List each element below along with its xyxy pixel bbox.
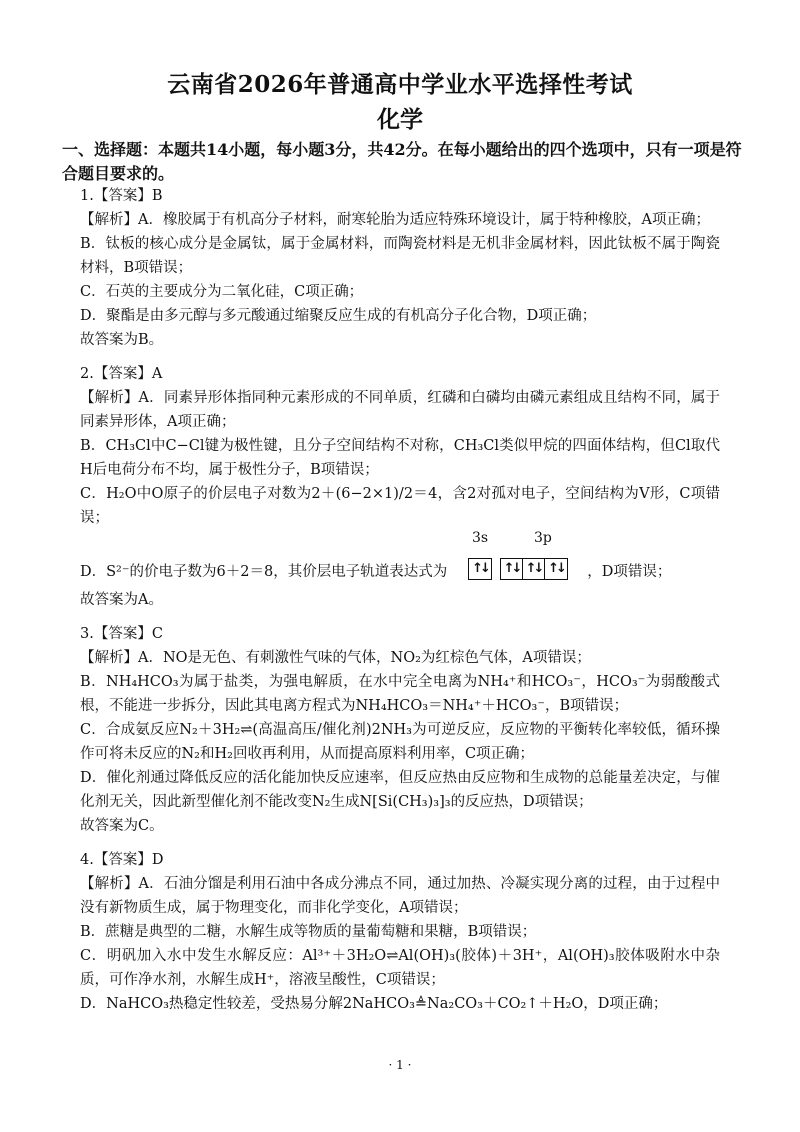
answer-line: 4.【答案】D (80, 852, 164, 868)
answer-line: 2.【答案】A (80, 366, 163, 382)
explanation-line: C．石英的主要成分为二氧化硅，C项正确； (80, 284, 364, 300)
explanation-line: B．NH₄HCO₃为属于盐类，为强电解质，在水中完全电离为NH₄⁺和HCO₃⁻，HCO₃⁻为弱酸酸式根，不能进一步拆分，因此其电离方程式为NH₄HCO₃＝NH₄⁺＋HCO₃⁻，B项错误； (80, 674, 720, 714)
orbital-cell: ↑↓ (548, 561, 564, 576)
question-2 (80, 362, 720, 612)
orbital-cell: ↑↓ (523, 559, 545, 579)
explanation-line: 【解析】A．石油分馏是利用石油中各成分沸点不同，通过加热、冷凝实现分离的过程，由于过程中没有新物质生成，属于物理变化，而非化学变化，A项错误； (80, 876, 720, 916)
explanation-line: 故答案为A。 (80, 592, 163, 608)
explanation-line: B．CH₃Cl中C−Cl键为极性键，且分子空间结构不对称，CH₃Cl类似甲烷的四面体结构，但Cl取代H后电荷分布不均，属于极性分子，B项错误； (80, 438, 720, 478)
explanation-line: C．合成氨反应N₂＋3H₂⇌(高温高压/催化剂)2NH₃为可逆反应，反应物的平衡转化率较低，循环操作可将未反应的N₂和H₂回收再利用，从而提高原料利用率，C项正确； (80, 722, 720, 762)
question-1 (80, 184, 720, 352)
explanation-line: 【解析】A．NO是无色、有刺激性气味的气体，NO₂为红棕色气体，A项错误； (80, 650, 591, 666)
orbital-suffix: ，D项错误； (587, 564, 672, 580)
explanation-line: D．NaHCO₃热稳定性较差，受热易分解2NaHCO₃≜Na₂CO₃＋CO₂↑＋H₂O，D项正确； (80, 996, 668, 1012)
explanation-line: C．H₂O中O原子的价层电子对数为2＋(6−2×1)/2＝4，含2对孤对电子，空间结构为V形，C项错误； (80, 486, 720, 526)
page-number: · 1 · (388, 1058, 412, 1072)
question-3 (80, 622, 720, 838)
exam-title: 云南省2026年普通高中学业水平选择性考试 (167, 71, 633, 98)
explanation-line: D．聚酯是由多元醇与多元酸通过缩聚反应生成的有机高分子化合物，D项正确； (80, 308, 597, 324)
orbital-text (80, 560, 671, 584)
orbital-cell: ↑↓ (501, 559, 523, 579)
explanation-line: B．钛板的核心成分是金属钛，属于金属材料，而陶瓷材料是无机非金属材料，因此钛板不属于陶瓷材料，B项错误； (80, 236, 720, 276)
orbital-3p-label: 3p (534, 530, 552, 546)
explanation-line: B．蔗糖是典型的二糖，水解生成等物质的量葡萄糖和果糖，B项错误； (80, 924, 537, 940)
subject-title: 化学 (377, 106, 423, 133)
orbital-3s-label: 3s (472, 530, 489, 546)
explanation-line: C．明矾加入水中发生水解反应：Al³⁺＋3H₂O⇌Al(OH)₃(胶体)＋3H⁺，Al(OH)₃胶体吸附水中杂质，可作净水剂，水解生成H⁺，溶液呈酸性，C项错误； (80, 948, 720, 988)
orbital-3s-box (468, 558, 492, 580)
answer-line: 3.【答案】C (80, 626, 163, 642)
explanation-line: 【解析】A．同素异形体指同种元素形成的不同单质，红磷和白磷均由磷元素组成且结构不同，属于同素异形体，A项正确； (80, 390, 720, 430)
orbital-prefix: D．S²⁻的价电子数为6＋2＝8，其价层电子轨道表达式为 (80, 564, 448, 580)
answer-content (80, 184, 720, 1026)
explanation-line: D．催化剂通过降低反应的活化能加快反应速率，但反应热由反应物和生成物的总能量差决定，与催化剂无关，因此新型催化剂不能改变N₂生成N[Si(CH₃)₃]₃的反应热，D项错误； (80, 770, 720, 810)
orbital-3p-box (500, 558, 568, 580)
answer-line: 1.【答案】B (80, 188, 163, 204)
orbital-diagram-line (80, 530, 720, 588)
orbital-cell: ↑↓ (472, 561, 488, 576)
section-heading: 一、选择题：本题共14小题，每小题3分，共42分。在每小题给出的四个选项中，只有一项是符合题目要求的。 (62, 140, 742, 183)
question-4 (80, 848, 720, 1016)
explanation-line: 故答案为B。 (80, 332, 164, 348)
explanation-line: 【解析】A．橡胶属于有机高分子材料，耐寒轮胎为适应特殊环境设计，属于特种橡胶，A项正确； (80, 212, 710, 228)
explanation-line: 故答案为C。 (80, 818, 164, 834)
